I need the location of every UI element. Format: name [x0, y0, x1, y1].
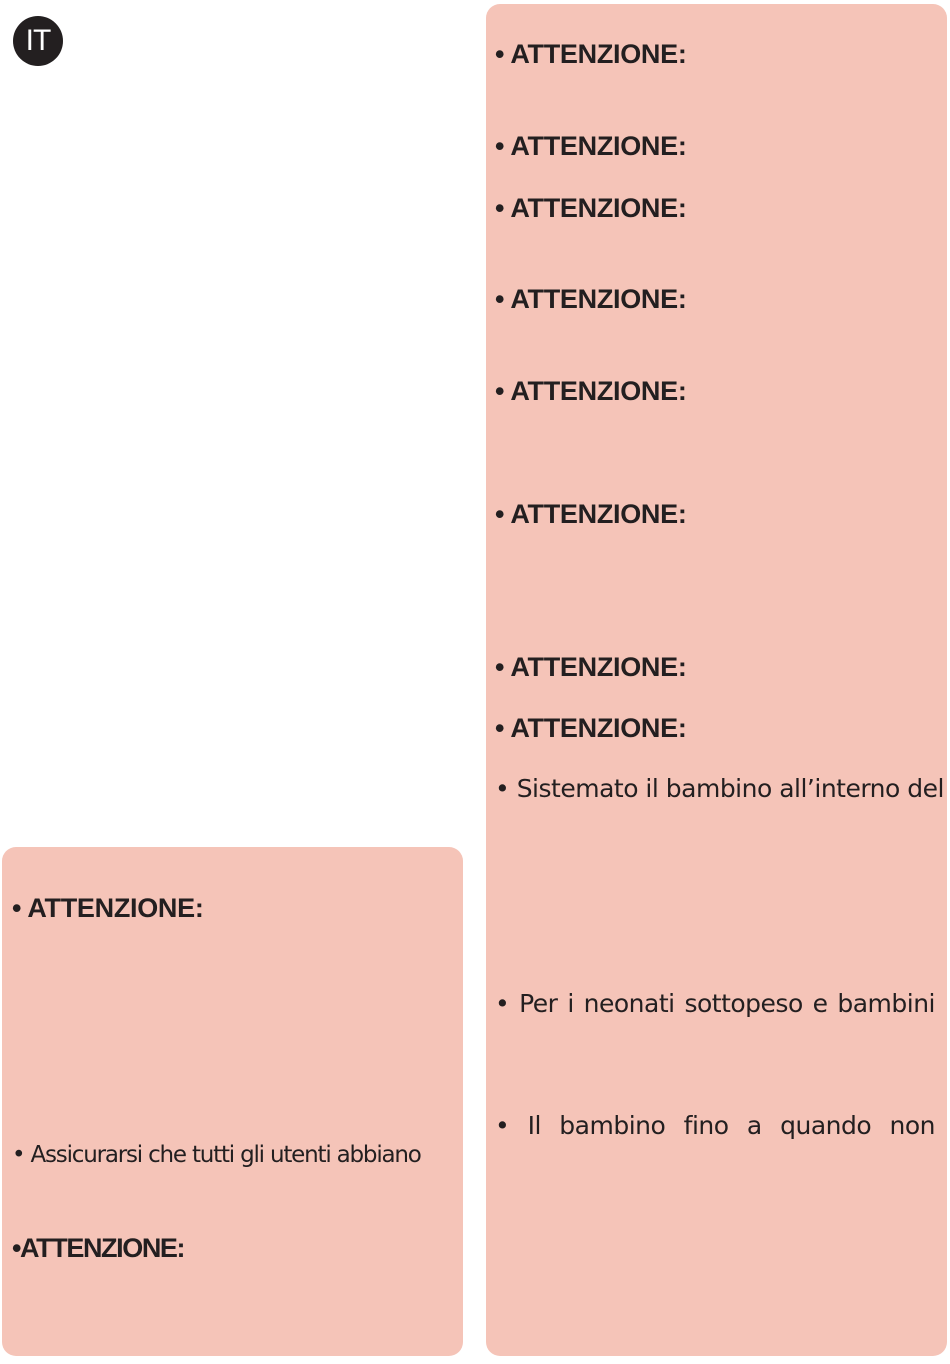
warning-heading: • ATTENZIONE:	[495, 376, 687, 406]
warning-heading: • ATTENZIONE:	[495, 499, 687, 529]
note-text: • Per i neonati sottopeso e bambini	[495, 989, 935, 1018]
warning-heading: • ATTENZIONE:	[495, 193, 687, 223]
warning-heading: • ATTENZIONE:	[495, 284, 687, 314]
warnings-panel-right	[486, 4, 947, 1356]
language-badge: IT	[13, 16, 63, 66]
warning-heading: • ATTENZIONE:	[495, 131, 687, 161]
warnings-panel-left	[2, 847, 463, 1356]
warning-heading: • ATTENZIONE:	[495, 713, 687, 743]
warning-heading: •ATTENZIONE:	[12, 1233, 185, 1263]
warning-heading: • ATTENZIONE:	[495, 652, 687, 682]
warning-heading: • ATTENZIONE:	[495, 39, 687, 69]
warning-heading: • ATTENZIONE:	[12, 893, 204, 923]
note-text: • Assicurarsi che tutti gli utenti abbiano	[12, 1142, 421, 1168]
note-text: • Il bambino fino a quando non	[495, 1111, 935, 1140]
note-text: • Sistemato il bambino all’interno del	[495, 774, 944, 803]
